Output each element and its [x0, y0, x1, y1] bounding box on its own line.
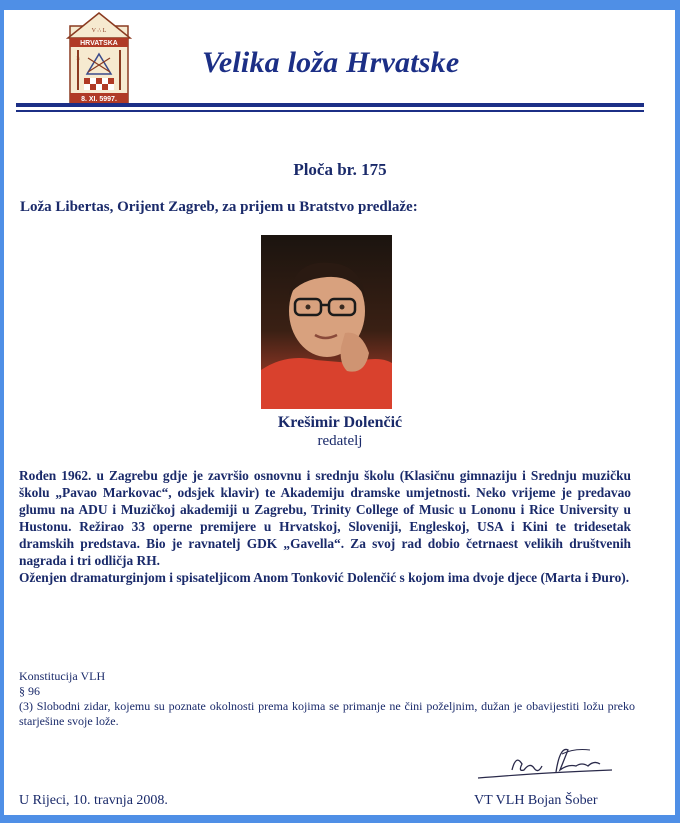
candidate-biography [19, 467, 631, 586]
handwritten-signature [472, 740, 622, 790]
plate-number: Ploča br. 175 [293, 160, 387, 179]
frame-top-border [0, 0, 680, 10]
constitution-excerpt [19, 669, 639, 729]
constitution-heading: Konstitucija VLH [19, 669, 106, 683]
biography-paragraph: Oženjen dramaturginjom i spisateljicom Anom Tonković Dolenčić s kojom ima dvoje djece (Marta i Đuro). [19, 570, 630, 585]
emblem-banner-text: HRVATSKA [80, 40, 118, 47]
frame-left-border [0, 0, 4, 823]
candidate-name: Krešimir Dolenčić [277, 414, 403, 431]
place-and-date: U Rijeci, 10. travnja 2008. [19, 793, 168, 808]
signer-name: VT VLH Bojan Šober [474, 793, 598, 808]
candidate-portrait-photo [261, 235, 392, 409]
header-rule-thin [16, 110, 644, 112]
emblem-top-text: V ∴ L [91, 28, 107, 34]
constitution-section: § 96 [19, 684, 40, 698]
emblem-date-text: 8. XI. 5997. [81, 96, 117, 103]
candidate-role: redatelj [317, 433, 363, 449]
constitution-clause: (3) Slobodni zidar, kojemu su poznate okolnosti prema kojima se primanje ne čini poželjnim, dužan je obavijestiti ložu preko starješine svoje lože. [19, 699, 635, 728]
frame-bottom-border [0, 815, 680, 823]
emblem-letter-j: J [119, 57, 121, 62]
biography-paragraph: Rođen 1962. u Zagrebu gdje je završio osnovnu i srednju školu (Klasičnu gimnaziju i Srednju muzičku školu „Pavao Markovac“, odsjek klavir) te Akademiju dramske umjetnosti. Neko vrijeme je predavao glumu na ADU i Muzičkoj akademiji u Zagrebu, Trinity College of Music u Lononu i Rice University u Hustonu. Režirao 33 operne premijere u Hrvatskoj, Sloveniji, Engleskoj, USA i Kini te tridesetak dramskih predstava. Bio je ravnatelj GDK „Gavella“. Za svoj rad dobio četrnaest velikih društvenih nagrada i tri odličja RH. [19, 468, 631, 568]
emblem-letter-b: B [76, 57, 80, 62]
header-rule-thick [16, 103, 644, 107]
lodge-title: Velika loža Hrvatske [202, 46, 460, 79]
masonic-lodge-emblem-icon [66, 12, 132, 106]
proposal-intro: Loža Libertas, Orijent Zagreb, za prijem u Bratstvo predlaže: [20, 199, 418, 215]
frame-right-border [675, 0, 680, 823]
